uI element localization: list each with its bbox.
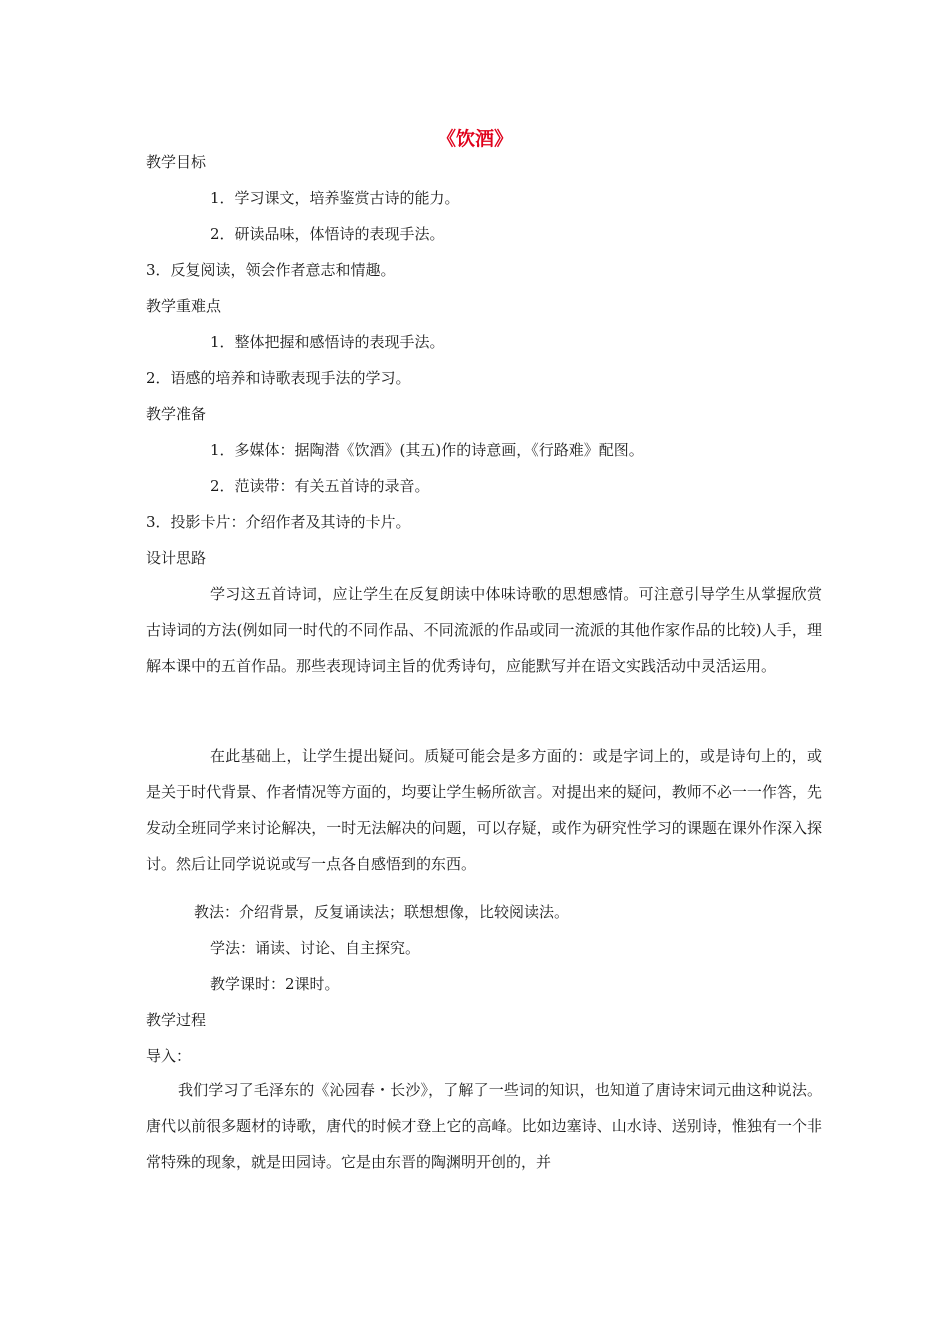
document-title: 《饮酒》 bbox=[436, 128, 513, 150]
intro-paragraph-text: 我们学习了毛泽东的《沁园春・长沙》，了解了一些词的知识，也知道了唐诗宋词元曲这种说法。唐代以前很多题材的诗歌，唐代的时候才登上它的高峰。比如边塞诗、山水诗、送别诗，惟独有一个非常特殊的现象，就是田园诗。它是由东晋的陶渊明开创的，并 bbox=[146, 1081, 822, 1171]
intro-paragraph bbox=[146, 1072, 822, 1180]
section-heading-goals: 教学目标 bbox=[146, 153, 207, 171]
goal-item-3: 3．反复阅读，领会作者意志和情趣。 bbox=[146, 261, 396, 279]
teaching-hours: 教学课时：2课时。 bbox=[210, 975, 340, 993]
design-paragraph-1-text: 学习这五首诗词，应让学生在反复朗读中体味诗歌的思想感情。可注意引导学生从掌握欣赏古诗词的方法(例如同一时代的不同作品、不同流派的作品或同一流派的其他作家作品的比较)人手，理解本课中的五首作品。那些表现诗词主旨的优秀诗句，应能默写并在语文实践活动中灵活运用。 bbox=[146, 585, 822, 675]
section-heading-process: 教学过程 bbox=[146, 1011, 207, 1029]
section-heading-preparation: 教学准备 bbox=[146, 405, 207, 423]
section-heading-key-points: 教学重难点 bbox=[146, 297, 222, 315]
teaching-method: 教法：介绍背景，反复诵读法；联想想像，比较阅读法。 bbox=[194, 903, 570, 921]
intro-label: 导入： bbox=[146, 1047, 192, 1065]
preparation-item-2: 2．范读带：有关五首诗的录音。 bbox=[210, 477, 430, 495]
design-paragraph-1 bbox=[146, 576, 822, 684]
goal-item-1: 1．学习课文，培养鉴赏古诗的能力。 bbox=[210, 189, 460, 207]
section-heading-design: 设计思路 bbox=[146, 549, 207, 567]
key-point-item-1: 1．整体把握和感悟诗的表现手法。 bbox=[210, 333, 445, 351]
design-paragraph-2 bbox=[146, 738, 822, 882]
goal-item-2: 2．研读品味，体悟诗的表现手法。 bbox=[210, 225, 445, 243]
preparation-item-3: 3．投影卡片：介绍作者及其诗的卡片。 bbox=[146, 513, 411, 531]
preparation-item-1: 1．多媒体：据陶潜《饮酒》(其五)作的诗意画，《行路难》配图。 bbox=[210, 441, 644, 459]
learning-method: 学法：诵读、讨论、自主探究。 bbox=[210, 939, 421, 957]
design-paragraph-2-text: 在此基础上，让学生提出疑问。质疑可能会是多方面的：或是字词上的，或是诗句上的，或是关于时代背景、作者情况等方面的，均要让学生畅所欲言。对提出来的疑问，教师不必一一作答，先发动全班同学来讨论解决，一时无法解决的问题，可以存疑，或作为研究性学习的课题在课外作深入探讨。然后让同学说说或写一点各自感悟到的东西。 bbox=[146, 747, 822, 873]
key-point-item-2: 2．语感的培养和诗歌表现手法的学习。 bbox=[146, 369, 411, 387]
